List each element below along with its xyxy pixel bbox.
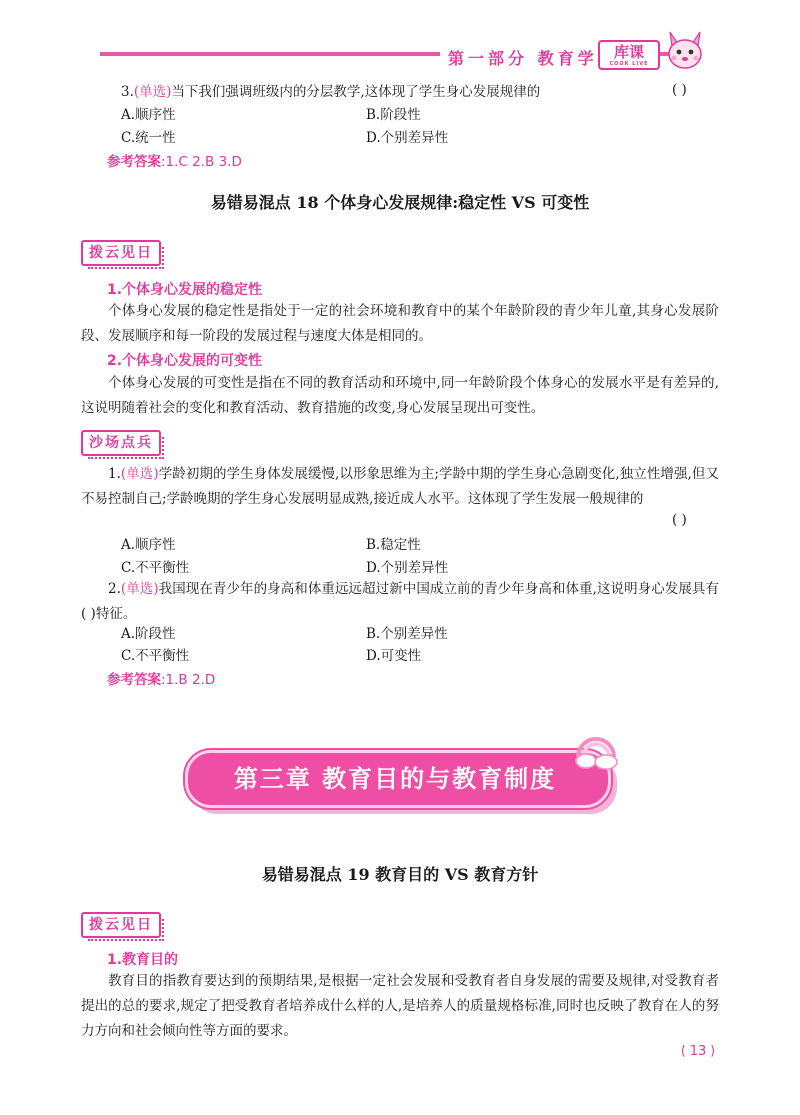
subheading-variability: 2.个体身心发展的可变性 [107, 353, 263, 369]
paragraph-education-purpose: 教育目的指教育要达到的预期结果,是根据一定社会发展和受教育者自身发展的需要及规律,对受教育者提出的总的要求,规定了把受教育者培养成什么样的人,是培养人的质量规格标准,同时也反映了教育在人的努力方向和社会倾向性等方面的要求。 [81, 973, 719, 1039]
option-a: A.阶段性 [121, 626, 176, 642]
question-type-tag: (单选) [120, 466, 159, 482]
brand-logo [598, 40, 660, 70]
option-a: A.顺序性 [121, 107, 176, 123]
option-a: A.顺序性 [121, 537, 176, 553]
logo-subtext: COOK LIVE [609, 61, 649, 67]
reference-answer [107, 150, 242, 170]
logo-text: 库课 [613, 43, 644, 61]
question-type-tag: (单选) [120, 581, 159, 597]
answer-paren: ( ) [672, 512, 687, 528]
badge-clear-clouds: 拨云见日 [81, 240, 161, 266]
header-section-title: 第一部分 教育学 [440, 46, 606, 69]
point-18-title: 易错易混点 18 个体身心发展规律:稳定性 VS 可变性 [210, 193, 590, 212]
option-d: D.个别差异性 [366, 560, 449, 576]
answer-label: 参考答案 [107, 154, 161, 170]
option-c: C.不平衡性 [121, 648, 190, 664]
option-b: B.阶段性 [366, 107, 421, 123]
page-number [670, 1042, 726, 1062]
question-number: 1. [108, 466, 121, 482]
option-d: D.个别差异性 [366, 130, 449, 146]
answer-value: :1.B 2.D [161, 672, 216, 688]
paragraph-variability: 个体身心发展的可变性是指在不同的教育活动和环境中,同一年龄阶段个体身心的发展水平是有差异的,这说明随着社会的变化和教育活动、教育措施的改变,身心发展呈现出可变性。 [81, 375, 719, 416]
question-type-tag: (单选) [133, 84, 172, 100]
rainbow-cloud-icon [570, 733, 622, 773]
question-text: 当下我们强调班级内的分层教学,这体现了学生身心发展规律的 [171, 84, 541, 100]
practice-question-1 [81, 462, 719, 512]
page-number-value: 13 [689, 1044, 707, 1059]
point-19-title: 易错易混点 19 教育目的 VS 教育方针 [261, 865, 539, 884]
answer-paren: ( ) [672, 82, 687, 98]
option-b: B.个别差异性 [366, 626, 448, 642]
option-c: C.不平衡性 [121, 560, 190, 576]
answer-label: 参考答案 [107, 672, 161, 688]
paragraph-stability: 个体身心发展的稳定性是指处于一定的社会环境和教育中的某个年龄阶段的青少年儿童,其身心发展阶段、发展顺序和每一阶段的发展过程与速度大体是相同的。 [81, 303, 719, 344]
question-text: 学龄初期的学生身体发展缓慢,以形象思维为主;学龄中期的学生身心急剧变化,独立性增强,但又不易控制自己;学龄晚期的学生身心发展明显成熟,接近成人水平。这体现了学生发展一般规律的 [81, 466, 719, 507]
option-b: B.稳定性 [366, 537, 421, 553]
option-d: D.可变性 [366, 648, 422, 664]
practice-question-2 [81, 577, 719, 627]
question-text: 我国现在青少年的身高和体重远远超过新中国成立前的青少年身高和体重,这说明身心发展具有( )特征。 [81, 581, 719, 622]
subheading-education-purpose: 1.教育目的 [107, 952, 179, 968]
question-3 [121, 82, 641, 102]
subheading-stability: 1.个体身心发展的稳定性 [107, 282, 263, 298]
question-number: 3. [121, 84, 134, 100]
badge-practice: 沙场点兵 [81, 430, 161, 456]
mascot-icon [662, 28, 708, 72]
page-number-deco-right: ⟩ [706, 1044, 716, 1059]
reference-answer [107, 668, 215, 688]
question-number: 2. [108, 581, 121, 597]
option-c: C.统一性 [121, 130, 176, 146]
answer-value: :1.C 2.B 3.D [161, 154, 242, 170]
page-number-deco-left: ⟨ [680, 1044, 690, 1059]
chapter-title: 第三章 教育目的与教育制度 [233, 765, 557, 793]
badge-clear-clouds: 拨云见日 [81, 912, 161, 938]
